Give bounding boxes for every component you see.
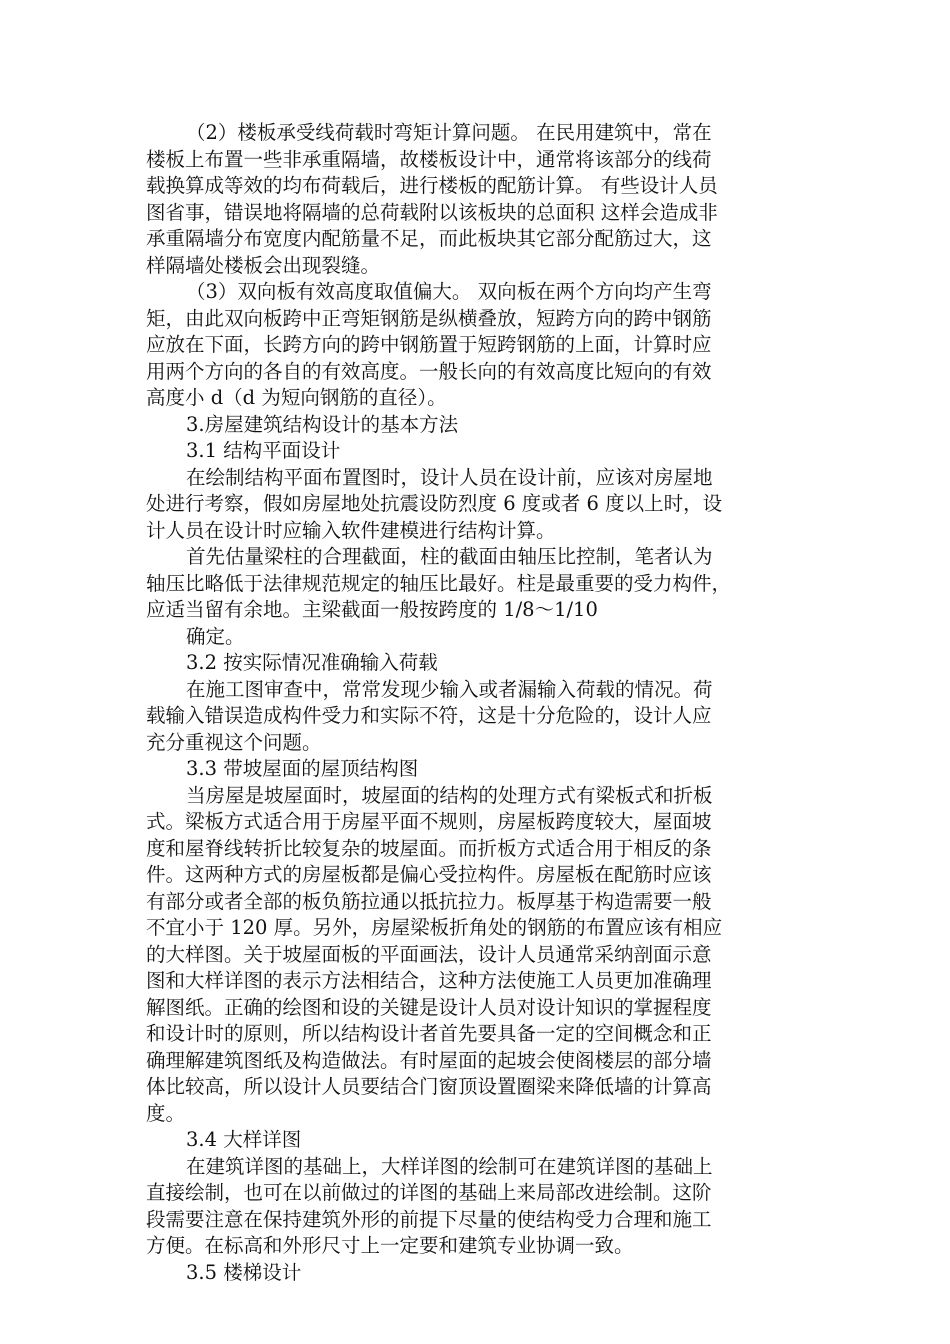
paragraph-line: 用两个方向的各自的有效高度。一般长向的有效高度比短向的有效 [146, 359, 712, 383]
paragraph-line: 载输入错误造成构件受力和实际不符，这是十分危险的，设计人应 [146, 704, 712, 727]
paragraph-line: 不宜小于 120 厚。另外，房屋梁板折角处的钢筋的布置应该有相应 [146, 916, 723, 939]
paragraph-line: 样隔墙处楼板会出现裂缝。 [146, 253, 381, 277]
paragraph-line: 有部分或者全部的板负筋拉通以抵抗拉力。板厚基于构造需要一般 [146, 889, 712, 913]
paragraph-line: 件。这两种方式的房屋板都是偏心受拉构件。房屋板在配筋时应该 [146, 863, 712, 886]
paragraph-line: 度。 [146, 1101, 186, 1125]
paragraph-line: 确理解建筑图纸及构造做法。有时屋面的起坡会使阁楼层的部分墙 [146, 1048, 712, 1072]
paragraph-detail-drawing: 在建筑详图的基础上，大样详图的绘制可在建筑详图的基础上 [186, 1154, 713, 1178]
paragraph-line: 体比较高，所以设计人员要结合门窗顶设置圈梁来降低墙的计算高 [146, 1075, 712, 1098]
paragraph-line: 图和大样详图的表示方法相结合，这种方法使施工人员更加准确理 [146, 969, 712, 992]
paragraph-line: 直接绘制，也可在以前做过的详图的基础上来局部改进绘制。这阶 [146, 1181, 712, 1204]
paragraph-line: 方便。在标高和外形尺寸上一定要和建筑专业协调一致。 [146, 1234, 634, 1257]
section-heading-3-2: 3.2 按实际情况准确输入荷载 [186, 651, 438, 674]
section-heading-3: 3.房屋建筑结构设计的基本方法 [186, 412, 459, 436]
section-heading-3-5: 3.5 楼梯设计 [186, 1260, 302, 1284]
paragraph-two-way-slab: （3）双向板有效高度取值偏大。 双向板在两个方向均产生弯 [186, 280, 712, 303]
paragraph-line: 充分重视这个问题。 [146, 730, 322, 754]
paragraph-sloped-roof: 当房屋是坡屋面时，坡屋面的结构的处理方式有梁板式和折板 [186, 783, 713, 807]
paragraph-line: 的大样图。关于坡屋面板的平面画法，设计人员通常采纳剖面示意 [146, 942, 712, 966]
section-heading-3-4: 3.4 大样详图 [186, 1128, 302, 1151]
paragraph-line: 应放在下面，长跨方向的跨中钢筋置于短跨钢筋的上面，计算时应 [146, 333, 712, 356]
paragraph-beam-column: 首先估量梁柱的合理截面，柱的截面由轴压比控制，笔者认为 [186, 545, 713, 568]
paragraph-line: 和设计时的原则，所以结构设计者首先要具备一定的空间概念和正 [146, 1022, 712, 1045]
paragraph-line: 应适当留有余地。主梁截面一般按跨度的 1/8～1/10 [146, 598, 598, 621]
paragraph-line: 度和屋脊线转折比较复杂的坡屋面。而折板方式适合用于相反的条 [146, 836, 712, 860]
paragraph-line: 计人员在设计时应输入软件建模进行结构计算。 [146, 518, 556, 542]
paragraph-line: 楼板上布置一些非承重隔墙，故楼板设计中，通常将该部分的线荷 [146, 147, 712, 171]
paragraph-floor-slab-line-load: （2）楼板承受线荷载时弯矩计算问题。 在民用建筑中，常在 [186, 121, 712, 144]
document-page [146, 120, 806, 1286]
paragraph-line: 确定。 [186, 624, 245, 648]
section-heading-3-1: 3.1 结构平面设计 [186, 439, 341, 462]
paragraph-line: 矩，由此双向板跨中正弯矩钢筋是纵横叠放，短跨方向的跨中钢筋 [146, 306, 712, 330]
paragraph-line: 处进行考察，假如房屋地处抗震设防烈度 6 度或者 6 度以上时，设 [146, 492, 723, 515]
paragraph-line: 高度小 d（d 为短向钢筋的直径）。 [146, 386, 447, 409]
paragraph-line: 图省事，错误地将隔墙的总荷载附以该板块的总面积 这样会造成非 [146, 200, 718, 224]
paragraph-line: 解图纸。正确的绘图和设的关键是设计人员对设计知识的掌握程度 [146, 995, 712, 1019]
paragraph-line: 承重隔墙分布宽度内配筋量不足，而此板块其它部分配筋过大，这 [146, 227, 712, 250]
paragraph-line: 轴压比略低于法律规范规定的轴压比最好。柱是最重要的受力构件， [146, 571, 732, 595]
paragraph-line: 载换算成等效的均布荷载后，进行楼板的配筋计算。 有些设计人员 [146, 174, 718, 197]
paragraph-load-input: 在施工图审查中，常常发现少输入或者漏输入荷载的情况。荷 [186, 677, 713, 701]
section-heading-3-3: 3.3 带坡屋面的屋顶结构图 [186, 757, 419, 780]
paragraph-line: 段需要注意在保持建筑外形的前提下尽量的使结构受力合理和施工 [146, 1207, 712, 1231]
paragraph-line: 式。梁板方式适合用于房屋平面不规则，房屋板跨度较大，屋面坡 [146, 810, 712, 833]
paragraph-structural-plan: 在绘制结构平面布置图时，设计人员在设计前，应该对房屋地 [186, 465, 713, 489]
